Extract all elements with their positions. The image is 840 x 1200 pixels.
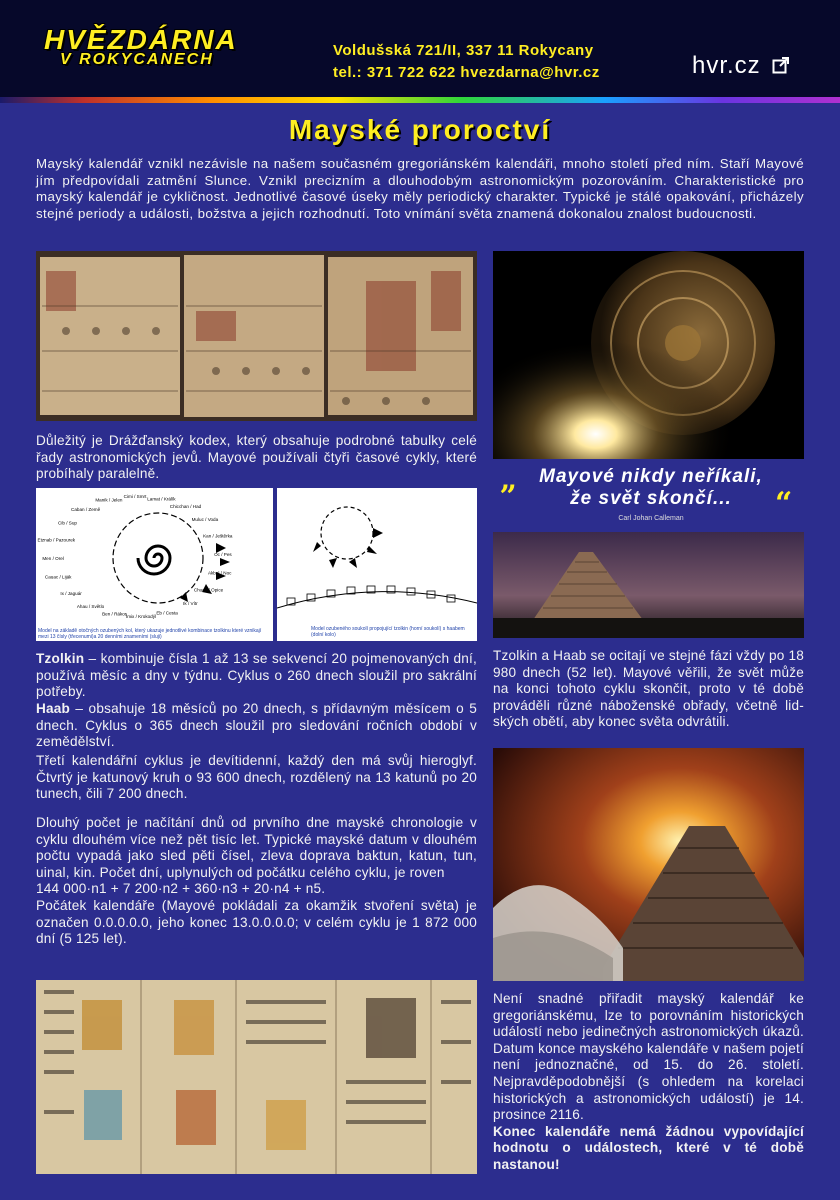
diagram1-caption: Model na základě otočných ozubených kol, který ukazuje jednotlivé kombinace tzolkinu které vznikají mezi 13 čísly (třecenumi)a 20 denními znameními (sluji) <box>38 628 262 640</box>
gear-diagram-drawing <box>36 488 273 641</box>
diagram2-caption: Model ozubeného soukolí propojující tzolkin (horní soukolí) s haabem (dolní kolo) <box>311 626 465 638</box>
day-sign-label: Cimi / Smrt <box>123 494 147 499</box>
day-sign-label: Muluc / Voda <box>191 517 219 522</box>
day-sign-label: Caban / Země <box>71 506 101 512</box>
day-sign-label: Chuen / Opice <box>193 587 224 593</box>
day-sign-label: Etznab / Pazourek <box>37 537 76 543</box>
day-sign-label: Ix / Jaguár <box>60 591 82 596</box>
website-text[interactable]: hvr.cz <box>692 52 761 79</box>
final-bold-text: Konec kalendáře nemá žádnou vypovídající hodnotu o událostech, které v té době nastanou! <box>493 1123 804 1172</box>
day-sign-label: Cauac / Liják <box>44 574 72 580</box>
quote-text <box>496 466 806 510</box>
pyramid-storm-photo <box>493 748 804 981</box>
rainbow-divider <box>0 97 840 103</box>
day-sign-label: Oc / Pes <box>214 551 232 557</box>
quote-close-mark: “ <box>775 486 793 521</box>
day-sign-label: Men / Orel <box>42 556 64 562</box>
haab-paragraph <box>36 701 477 751</box>
day-sign-label: Eb / Cesta <box>156 610 178 616</box>
observatory-logo[interactable] <box>44 26 238 68</box>
long-count-text: Dlouhý počet je načítání dnů od prvního dne mayské chronologie v cyklu dlouhém více než pět tisíc let. Typické mayské datum v dlouhém počtu vypadá jako sled pěti čísel, zleva doprava baktun, katun, tun, uinal, kin. Počet dní, uplynulých od počátku celého cyklu, je roven <box>36 815 477 880</box>
day-sign-label: Ben / Rákos <box>102 611 128 617</box>
aztec-calendar-eclipse-photo <box>493 251 804 459</box>
quote-author: Carl Johan Calleman <box>618 515 684 522</box>
day-sign-label: Cib / Sup <box>58 520 77 526</box>
address-text: Voldušská 721/II, 337 11 Rokycany <box>333 42 594 59</box>
intro-paragraph: Mayský kalendář vznikl nezávisle na našem současném gregoriánském kalendáři, mnoho století před ním. Staří Mayové jím předpovídali zatmění Slunce. Vznikl precizním a dlouhodobým astronomickým pozorováním. Charakteristické pro mayský kalendář je cykličnost. Jednotlivé časové úseky měly periodický charakter. Typické je stálé opakování, přicházely stejné periody a události, božstva a jejich rozhodnutí. Toto vnímání světa znamená dokonalou znalost budoucnosti. <box>36 156 804 221</box>
long-count-formula: 144 000·n1 + 7 200·n2 + 360·n3 + 20·n4 + n5. <box>36 881 326 897</box>
codex-paragraph: Důležitý je Drážďanský kodex, který obsahuje podrobné tabulky celé řady astronomických jevů. Mayové používali čtyři časové cykly, které probíhaly paralelně. <box>36 433 477 482</box>
tzolkin-paragraph <box>36 651 477 701</box>
page-title: Mayské proroctví <box>288 114 552 145</box>
day-sign-label: Imix / Krokodýl <box>125 614 157 619</box>
long-count-paragraph <box>36 815 477 948</box>
external-link-icon[interactable] <box>772 56 790 74</box>
codex-pages-photo <box>36 980 477 1174</box>
haab-text: – obsahuje 18 měsíců po 20 dnech, s přídavným měsícem o 5 dnech. Cyklus o 365 dnech sloužil pro sledování ročních období v zemědělství. <box>36 701 477 750</box>
final-text: Není snadné přiřadit mayský kalendář ke gregoriánskému, lze to porovnáním historických událostí nebo jedinečných astronomických úkazů. Datum konce mayského kalendáře v našem pojetí není jednoznačné, od 15. do 26. století. Nejpravděpodobnější (s ohledem na korelaci historických a astronomických událostí) je 14. prosince 2116. <box>493 991 804 1123</box>
quote-line2: že svět skončí... <box>570 488 732 509</box>
pyramid-night-photo <box>493 532 804 638</box>
day-sign-label: Lamat / Králík <box>147 496 176 502</box>
haab-label: Haab <box>36 701 71 716</box>
dresden-codex-photo <box>36 251 477 421</box>
website-link[interactable] <box>692 52 790 80</box>
logo-line1: HVĚZDÁRNA <box>44 24 238 55</box>
third-cycle-paragraph: Třetí kalendářní cyklus je devítidenní, každý den má svůj hieroglyf. Čtvrtý je katunový kruh o 93 600 dnech, rozdělený na 13 katunů po 20 tunech, čili 7 200 dnech. <box>36 753 477 802</box>
gear-diagram2-drawing <box>277 488 477 641</box>
day-sign-label: Ik / Vítr <box>183 601 198 607</box>
logo-line2: V ROKYCANECH <box>60 51 214 68</box>
day-sign-label: Akbal / Noc <box>207 570 232 576</box>
phone-email-text[interactable]: tel.: 371 722 622 hvezdarna@hvr.cz <box>333 64 600 81</box>
day-sign-label: Chicchan / Had <box>169 504 202 510</box>
final-paragraph <box>493 991 804 1174</box>
tzolkin-haab-paragraph: Tzolkin a Haab se ocitají ve stejné fázi vždy po 18 980 dnech (52 let). Mayové věřili, že svět může na konci tohoto cyklu skončit, proto v té době prováděli různé náboženské obřady, včetně lid-ských obětí, aby konec světa odvrátili. <box>493 648 804 730</box>
quote-line1: Mayové nikdy neříkali, <box>539 466 763 487</box>
tzolkin-gear-diagram <box>36 488 273 641</box>
tzolkin-haab-gear-diagram <box>277 488 477 641</box>
page-header <box>0 0 840 98</box>
tzolkin-label: Tzolkin <box>36 651 85 666</box>
quote-open-mark: „ <box>500 462 518 497</box>
contact-block <box>333 40 600 84</box>
long-count-start: Počátek kalendáře (Mayové pokládali za okamžik stvoření světa) je označen 0.0.0.0.0, jeho konec 13.0.0.0.0; v celém cyklu je 1 872 000 dní (5 125 let). <box>36 897 477 947</box>
day-sign-label: Manik / Jelen <box>95 497 123 503</box>
day-sign-label: Kan / Ještěrka <box>203 533 233 539</box>
day-sign-label: Ahau / Světlo <box>76 603 105 609</box>
tzolkin-text: – kombinuje čísla 1 až 13 se sekvencí 20 pojmenovaných dní, používá měsíc a dny v týdnu. Cyklus o 260 dnech sloužil pro sakrální potřeby. <box>36 651 477 700</box>
